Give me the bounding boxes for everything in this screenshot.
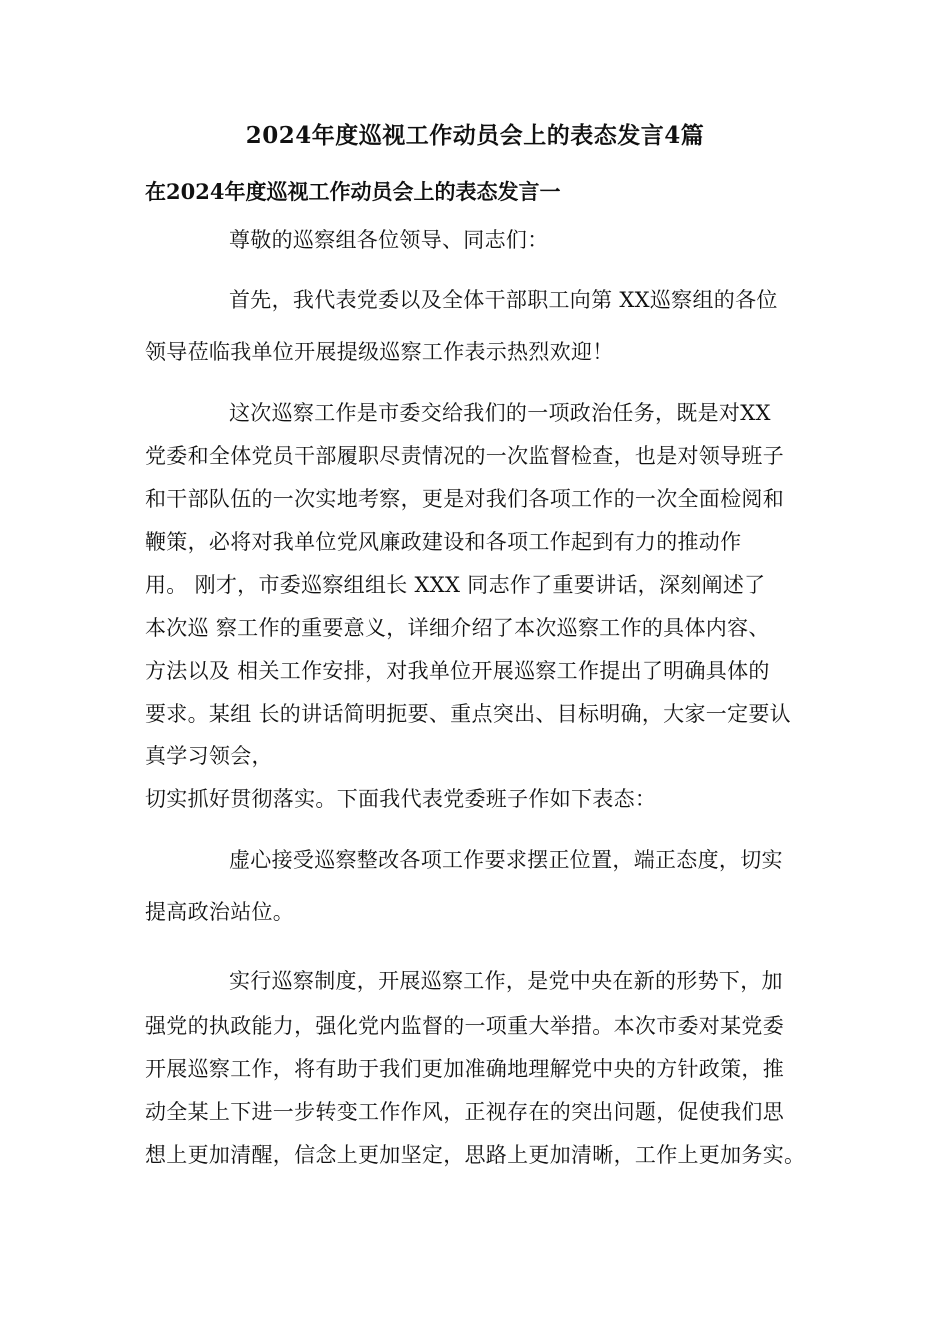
- paragraph-line: 虚心接受巡察整改各项工作要求摆正位置，端正态度，切实: [229, 848, 783, 872]
- paragraph-line: 提高政治站位。: [145, 900, 295, 924]
- paragraph-line: 鞭策，必将对我单位党风廉政建设和各项工作起到有力的推动作: [145, 530, 742, 554]
- paragraph-line: 这次巡察工作是市委交给我们的一项政治任务，既是对XX: [229, 401, 771, 425]
- paragraph-line: 切实抓好贯彻落实。下面我代表党委班子作如下表态：: [145, 787, 657, 811]
- paragraph-line: 党委和全体党员干部履职尽责情况的一次监督检查，也是对领导班子: [145, 444, 784, 468]
- section-title: 在2024年度巡视工作动员会上的表态发言一: [145, 179, 561, 204]
- paragraph-line: 首先，我代表党委以及全体干部职工向第 XX巡察组的各位: [229, 288, 778, 312]
- document-title: 2024年度巡视工作动员会上的表态发言4篇: [245, 122, 705, 149]
- paragraph-line: 要求。某组 长的讲话简明扼要、重点突出、目标明确，大家一定要认: [145, 702, 791, 726]
- paragraph-line: 强党的执政能力，强化党内监督的一项重大举措。本次市委对某党委: [145, 1014, 784, 1038]
- paragraph-line: 动全某上下进一步转变工作作风，正视存在的突出问题，促使我们思: [145, 1100, 784, 1124]
- paragraph-line: 方法以及 相关工作安排，对我单位开展巡察工作提出了明确具体的: [145, 659, 770, 683]
- paragraph-line: 实行巡察制度，开展巡察工作，是党中央在新的形势下，加: [229, 969, 783, 993]
- paragraph-line: 想上更加清醒，信念上更加坚定，思路上更加清晰，工作上更加务实。: [145, 1143, 806, 1167]
- salutation-line: 尊敬的巡察组各位领导、同志们：: [229, 228, 549, 252]
- paragraph-line: 用。 刚才，市委巡察组组长 XXX 同志作了重要讲话，深刻阐述了: [145, 573, 766, 597]
- paragraph-line: 领导莅临我单位开展提级巡察工作表示热烈欢迎！: [145, 340, 614, 364]
- paragraph-line: 本次巡 察工作的重要意义，详细介绍了本次巡察工作的具体内容、: [145, 616, 770, 640]
- paragraph-line: 开展巡察工作，将有助于我们更加准确地理解党中央的方针政策，推: [145, 1057, 784, 1081]
- paragraph-line: 和干部队伍的一次实地考察，更是对我们各项工作的一次全面检阅和: [145, 487, 784, 511]
- paragraph-line: 真学习领会，: [145, 744, 273, 768]
